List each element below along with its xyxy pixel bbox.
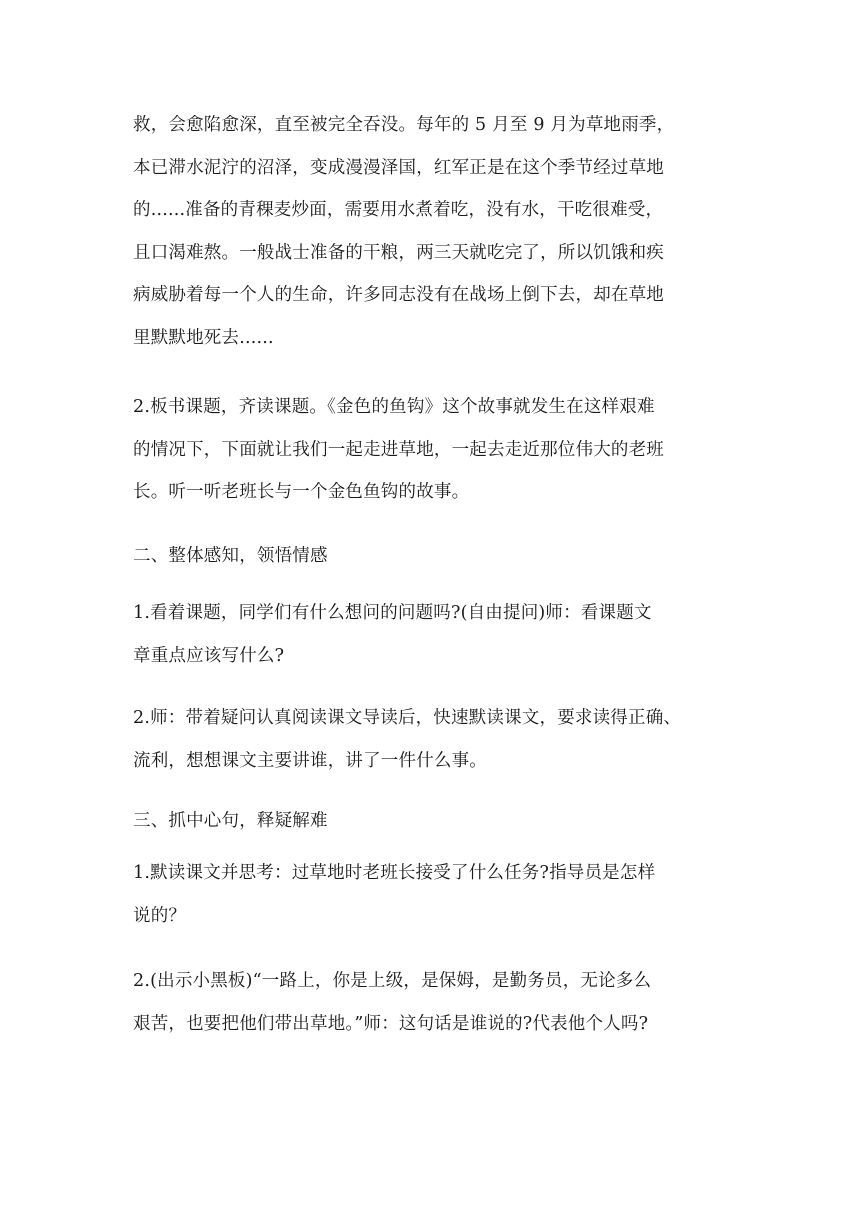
paragraph-task-question	[133, 852, 733, 937]
paragraph-grassland-description	[133, 104, 733, 359]
text-line: 1.默读课文并思考：过草地时老班长接受了什么任务?指导员是怎样	[133, 863, 656, 883]
text-line: 的情况下，下面就让我们一起走进草地，一起去走近那位伟大的老班	[133, 439, 664, 460]
paragraph-question-title	[133, 592, 733, 677]
paragraph-blackboard-quote	[133, 960, 733, 1045]
text-line: 2.师：带着疑问认真阅读课文导读后，快速默读课文，要求读得正确、	[133, 708, 682, 728]
text-line: 流利，想想课文主要讲谁，讲了一件什么事。	[133, 750, 487, 771]
text-line: 的......准备的青稞麦炒面，需要用水煮着吃，没有水，干吃很难受，	[133, 200, 664, 220]
text-line: 救，会愈陷愈深，直至被完全吞没。每年的 5 月至 9 月为草地雨季，	[133, 115, 675, 135]
paragraph-silent-reading	[133, 697, 733, 782]
text-line: 艰苦，也要把他们带出草地。”师：这句话是谁说的?代表他个人吗?	[133, 1013, 649, 1034]
text-line: 病威胁着每一个人的生命，许多同志没有在战场上倒下去，却在草地	[133, 285, 664, 305]
section-heading-central-sentence: 三、抓中心句，释疑解难	[133, 811, 328, 831]
section-heading-overall-perception: 二、整体感知，领悟情感	[133, 546, 328, 566]
text-line: 说的？	[133, 905, 187, 926]
text-line: 长。听一听老班长与一个金色鱼钩的故事。	[133, 482, 470, 502]
paragraph-board-title	[133, 386, 733, 514]
text-line: 章重点应该写什么?	[133, 645, 285, 666]
text-line: 1.看着课题，同学们有什么想问的问题吗?(自由提问)师：看课题文	[133, 603, 652, 623]
text-line: 2.板书课题，齐读课题。《金色的鱼钩》这个故事就发生在这样艰难	[133, 397, 655, 417]
text-line: 里默默地死去......	[133, 327, 274, 348]
text-line: 且口渴难熬。一般战士准备的干粮，两三天就吃完了，所以饥饿和疾	[133, 242, 664, 263]
text-line: 2.(出示小黑板)“一路上，你是上级，是保姆，是勤务员，无论多么	[133, 971, 652, 991]
text-line: 本已滞水泥泞的沼泽，变成漫漫泽国，红军正是在这个季节经过草地	[133, 157, 664, 178]
